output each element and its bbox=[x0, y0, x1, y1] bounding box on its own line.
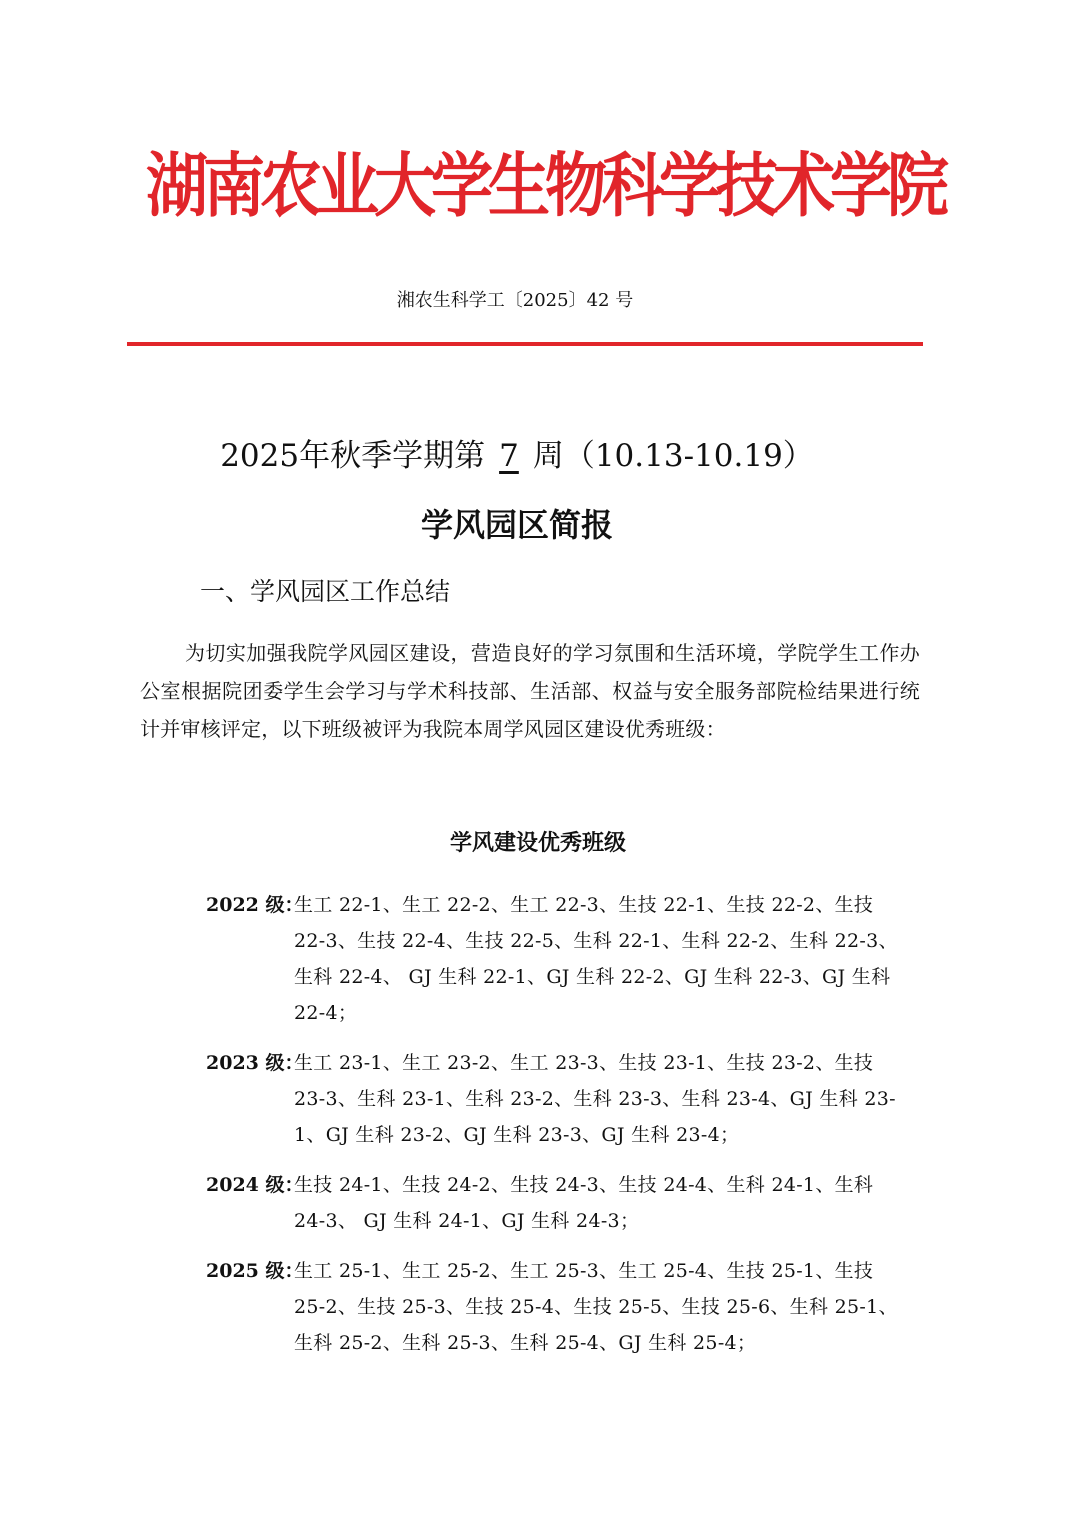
title-suffix: 周（10.13-10.19） bbox=[532, 438, 814, 474]
grade-2024 bbox=[206, 1167, 926, 1239]
grade-label: 2022 级： bbox=[206, 894, 304, 916]
week-number: 7 bbox=[499, 438, 519, 474]
report-title-line1 bbox=[0, 430, 1034, 475]
red-divider bbox=[127, 342, 923, 346]
grade-label: 2023 级： bbox=[206, 1052, 304, 1074]
institution-letterhead: 湖南农业大学生物科学技术学院 bbox=[146, 144, 945, 227]
grade-classes: 生工 25-1、生工 25-2、生工 25-3、生工 25-4、生技 25-1、生技 25-2、生技 25-3、生技 25-4、生技 25-5、生技 25-6、生科 25-1、生科 25-2、生科 25-3、生科 25-4、GJ 生科 25-4； bbox=[294, 1260, 898, 1354]
grade-2025 bbox=[206, 1253, 926, 1361]
grade-label: 2024 级： bbox=[206, 1174, 304, 1196]
grade-label: 2025 级： bbox=[206, 1260, 304, 1282]
excellent-classes-heading: 学风建设优秀班级 bbox=[449, 830, 626, 856]
grade-classes: 生工 23-1、生工 23-2、生工 23-3、生技 23-1、生技 23-2、生技 23-3、生科 23-1、生科 23-2、生科 23-3、生科 23-4、GJ 生科 23-1、GJ 生科 23-2、GJ 生科 23-3、GJ 生科 23-4； bbox=[294, 1052, 896, 1146]
document-number: 湘农生科学工〔2025〕42 号 bbox=[396, 290, 634, 311]
title-prefix: 2025年秋季学期第 bbox=[220, 438, 486, 474]
grade-2022 bbox=[206, 887, 926, 1031]
section-heading: 一、学风园区工作总结 bbox=[200, 577, 451, 606]
grade-2023 bbox=[206, 1045, 926, 1153]
grade-classes: 生工 22-1、生工 22-2、生工 22-3、生技 22-1、生技 22-2、生技 22-3、生技 22-4、生技 22-5、生科 22-1、生科 22-2、生科 22-3、生科 22-4、 GJ 生科 22-1、GJ 生科 22-2、GJ 生科 22-3、GJ 生科 22-4； bbox=[294, 894, 898, 1024]
grade-classes: 生技 24-1、生技 24-2、生技 24-3、生技 24-4、生科 24-1、生科 24-3、 GJ 生科 24-1、GJ 生科 24-3； bbox=[294, 1174, 874, 1232]
summary-paragraph: 为切实加强我院学风园区建设，营造良好的学习氛围和生活环境，学院学生工作办公室根据院团委学生会学习与学术科技部、生活部、权益与安全服务部院检结果进行统计并审核评定，以下班级被评为我院本周学风园区建设优秀班级： bbox=[140, 641, 920, 741]
report-title-line2: 学风园区简报 bbox=[420, 506, 613, 544]
